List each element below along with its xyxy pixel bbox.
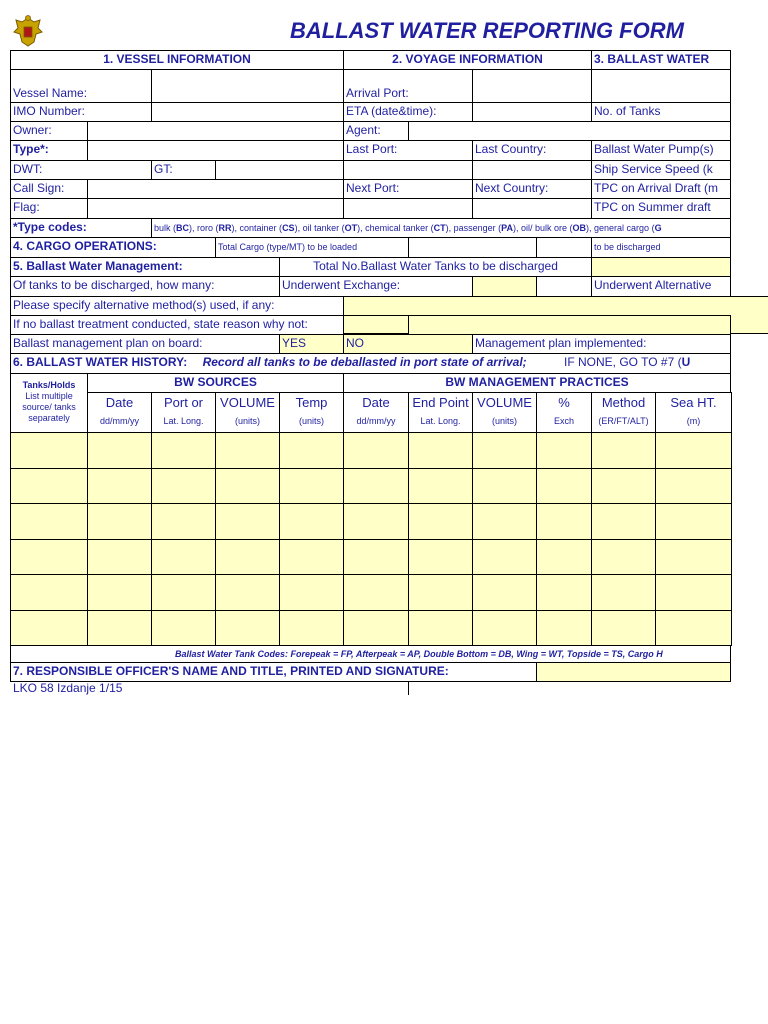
column-header-title: % — [558, 395, 570, 410]
cargo-loaded-field[interactable] — [408, 237, 537, 258]
next-port-field[interactable] — [343, 198, 473, 219]
history-data-cell[interactable] — [408, 539, 473, 575]
history-data-cell[interactable] — [591, 539, 656, 575]
call-sign-field[interactable] — [87, 179, 344, 199]
tank-id-cell[interactable] — [10, 432, 88, 469]
column-header-unit: dd/mm/yy — [356, 416, 396, 426]
history-data-cell[interactable] — [591, 574, 656, 611]
history-data-cell[interactable] — [472, 539, 537, 575]
column-header-unit: Lat. Long. — [163, 416, 204, 426]
history-data-cell[interactable] — [591, 432, 656, 469]
flag-label: Flag: — [10, 198, 88, 219]
column-header — [279, 392, 344, 433]
total-tanks-field[interactable] — [591, 257, 731, 277]
column-header-unit: (ER/FT/ALT) — [598, 416, 649, 426]
speed-label: Ship Service Speed (k — [591, 160, 731, 180]
bwm-label: 5. Ballast Water Management: — [10, 257, 280, 277]
history-data-cell[interactable] — [343, 432, 409, 469]
owner-field[interactable] — [87, 121, 344, 141]
underwent-exchange-field[interactable] — [472, 276, 537, 297]
tanks-holds-sub2: source/ tanks — [22, 402, 76, 412]
column-header-title: VOLUME — [477, 395, 532, 410]
type-codes-label: *Type codes: — [10, 218, 152, 238]
last-port-field[interactable] — [343, 160, 473, 180]
history-data-cell[interactable] — [87, 503, 152, 540]
history-data-cell[interactable] — [472, 574, 537, 611]
history-if-none-bold: U — [681, 355, 691, 369]
tanks-holds-sub1: List multiple — [25, 391, 73, 401]
tank-id-cell[interactable] — [10, 574, 88, 611]
tanks-holds-sub3: separately — [28, 413, 70, 423]
column-header-unit: (units) — [234, 416, 260, 426]
imo-label: IMO Number: — [10, 102, 152, 122]
cargo-discharged-label: to be discharged — [591, 237, 731, 258]
history-data-cell[interactable] — [408, 432, 473, 469]
history-data-cell[interactable] — [655, 574, 732, 611]
next-country-label: Next Country: — [472, 179, 592, 199]
no-treatment-field[interactable] — [408, 315, 731, 335]
ballast-blank-cell[interactable] — [591, 69, 731, 103]
underwent-alt-label: Underwent Alternative — [591, 276, 731, 297]
plan-no-option[interactable]: NO — [343, 334, 473, 354]
column-header-title: Port or — [163, 395, 203, 410]
vessel-name-label: Vessel Name: — [10, 69, 152, 103]
column-header-title: Temp — [295, 395, 328, 410]
plan-implemented-label: Management plan implemented: — [472, 334, 731, 354]
history-data-cell[interactable] — [655, 539, 732, 575]
gt-field[interactable] — [215, 160, 344, 180]
column-header — [87, 392, 152, 433]
section-vessel-header: 1. VESSEL INFORMATION — [10, 50, 344, 70]
cargo-loaded-label: Total Cargo (type/MT) to be loaded — [215, 237, 409, 258]
arrival-port-label: Arrival Port: — [343, 69, 473, 103]
column-header-unit: (units) — [298, 416, 324, 426]
no-treatment-label: If no ballast treatment conducted, state reason why not: — [10, 315, 409, 335]
type-codes-list: bulk (BC), roro (RR), container (CS), oil tanker (OT), chemical tanker (CT), passenger (PA), oil/ bulk ore (OB), general cargo (G — [151, 218, 731, 238]
column-header — [151, 392, 216, 433]
history-data-cell[interactable] — [408, 574, 473, 611]
history-header-row — [10, 353, 731, 374]
of-tanks-label: Of tanks to be discharged, how many: — [10, 276, 280, 297]
form-title: BALLAST WATER REPORTING FORM — [290, 18, 684, 43]
vessel-name-field[interactable] — [151, 69, 344, 103]
history-data-cell[interactable] — [536, 503, 592, 540]
column-header-unit: (units) — [491, 416, 517, 426]
tanks-holds-title: Tanks/Holds — [22, 380, 76, 390]
history-label: 6. BALLAST WATER HISTORY: — [13, 355, 188, 369]
tank-id-cell[interactable] — [10, 503, 88, 540]
officer-label: 7. RESPONSIBLE OFFICER'S NAME AND TITLE, PRINTED AND SIGNATURE: — [10, 662, 537, 682]
dwt-label: DWT: — [10, 160, 152, 180]
agent-label: Agent: — [343, 121, 409, 141]
total-tanks-label: Total No.Ballast Water Tanks to be discharged — [279, 257, 592, 277]
column-header-unit: Exch — [553, 416, 574, 426]
tanks-holds-header — [10, 373, 88, 433]
history-data-cell[interactable] — [151, 539, 216, 575]
column-header-title: Date — [105, 395, 134, 410]
history-data-cell[interactable] — [536, 432, 592, 469]
officer-divider — [408, 681, 409, 695]
history-data-cell[interactable] — [151, 610, 216, 646]
history-data-cell[interactable] — [215, 468, 280, 504]
column-header-unit: dd/mm/yy — [99, 416, 139, 426]
call-sign-label: Call Sign: — [10, 179, 88, 199]
history-data-cell[interactable] — [472, 610, 537, 646]
next-country-field[interactable] — [472, 198, 592, 219]
history-if-none: IF NONE, GO TO #7 ( — [564, 355, 682, 369]
next-port-label: Next Port: — [343, 179, 473, 199]
history-data-cell[interactable] — [151, 432, 216, 469]
eta-field[interactable] — [472, 102, 592, 122]
history-data-cell[interactable] — [87, 539, 152, 575]
history-data-cell[interactable] — [87, 468, 152, 504]
tank-codes-note: Ballast Water Tank Codes: Forepeak = FP, Afterpeak = AP, Double Bottom = DB, Wing = WT, Topside = TS, Cargo H — [10, 645, 731, 663]
history-data-cell[interactable] — [87, 432, 152, 469]
history-data-cell[interactable] — [87, 610, 152, 646]
column-header-unit: (m) — [686, 416, 701, 426]
pump-label: Ballast Water Pump(s) — [591, 140, 731, 161]
column-header-unit: Lat. Long. — [420, 416, 461, 426]
history-data-cell[interactable] — [591, 610, 656, 646]
bw-practices-header: BW MANAGEMENT PRACTICES — [343, 373, 731, 393]
history-data-cell[interactable] — [279, 539, 344, 575]
history-data-cell[interactable] — [536, 574, 592, 611]
agent-field[interactable] — [408, 121, 731, 141]
last-country-label: Last Country: — [472, 140, 592, 161]
history-data-cell[interactable] — [472, 432, 537, 469]
history-data-cell[interactable] — [215, 610, 280, 646]
history-data-cell[interactable] — [536, 539, 592, 575]
column-header-title: VOLUME — [220, 395, 275, 410]
column-header — [655, 392, 732, 433]
eta-label: ETA (date&time): — [343, 102, 473, 122]
column-header-title: Method — [601, 395, 646, 410]
history-data-cell[interactable] — [87, 574, 152, 611]
plan-on-board-label: Ballast management plan on board: — [10, 334, 280, 354]
history-data-cell[interactable] — [343, 539, 409, 575]
column-header — [215, 392, 280, 433]
history-data-cell[interactable] — [151, 503, 216, 540]
history-data-cell[interactable] — [279, 468, 344, 504]
history-data-cell[interactable] — [655, 432, 732, 469]
history-data-cell[interactable] — [215, 574, 280, 611]
column-header — [591, 392, 656, 433]
cargo-operations-label: 4. CARGO OPERATIONS: — [10, 237, 216, 258]
history-data-cell[interactable] — [343, 468, 409, 504]
history-data-cell[interactable] — [591, 503, 656, 540]
history-data-cell[interactable] — [408, 503, 473, 540]
officer-signature-field[interactable] — [536, 662, 731, 682]
column-header-title: Sea HT. — [670, 395, 717, 410]
history-data-cell[interactable] — [215, 539, 280, 575]
plan-yes-option[interactable]: YES — [279, 334, 344, 354]
tpc-summer-label: TPC on Summer draft — [591, 198, 731, 219]
history-record-note: Record all tanks to be deballasted in port state of arrival; — [202, 355, 527, 369]
gt-label: GT: — [151, 160, 216, 180]
history-data-cell[interactable] — [279, 503, 344, 540]
tank-id-cell[interactable] — [10, 610, 88, 646]
column-header-title: End Point — [412, 395, 469, 410]
history-data-cell[interactable] — [655, 503, 732, 540]
history-data-cell[interactable] — [472, 468, 537, 504]
history-data-cell[interactable] — [655, 610, 732, 646]
history-data-cell[interactable] — [343, 503, 409, 540]
last-port-label: Last Port: — [343, 140, 473, 161]
history-data-cell[interactable] — [343, 574, 409, 611]
column-header — [536, 392, 592, 433]
history-data-cell[interactable] — [215, 432, 280, 469]
history-data-cell[interactable] — [343, 610, 409, 646]
tpc-arrival-label: TPC on Arrival Draft (m — [591, 179, 731, 199]
section-ballast-header: 3. BALLAST WATER — [591, 50, 731, 70]
tank-id-cell[interactable] — [10, 468, 88, 504]
arrival-port-field[interactable] — [472, 69, 592, 103]
history-data-cell[interactable] — [215, 503, 280, 540]
history-data-cell[interactable] — [536, 468, 592, 504]
type-label: Type*: — [10, 140, 88, 161]
column-header — [343, 392, 409, 433]
last-country-field[interactable] — [472, 160, 592, 180]
history-data-cell[interactable] — [151, 468, 216, 504]
history-data-cell[interactable] — [151, 574, 216, 611]
history-data-cell[interactable] — [536, 610, 592, 646]
history-data-cell[interactable] — [472, 503, 537, 540]
owner-label: Owner: — [10, 121, 88, 141]
flag-field[interactable] — [87, 198, 344, 219]
history-data-cell[interactable] — [279, 432, 344, 469]
history-data-cell[interactable] — [408, 468, 473, 504]
column-header — [408, 392, 473, 433]
history-data-cell[interactable] — [591, 468, 656, 504]
bw-sources-header: BW SOURCES — [87, 373, 344, 393]
column-header — [472, 392, 537, 433]
form-footer: LKO 58 Izdanje 1/15 — [13, 681, 123, 695]
history-data-cell[interactable] — [279, 610, 344, 646]
coat-of-arms-icon — [12, 14, 44, 48]
type-field[interactable] — [87, 140, 344, 161]
imo-field[interactable] — [151, 102, 344, 122]
underwent-exchange-label: Underwent Exchange: — [279, 276, 473, 297]
cargo-blank-cell[interactable] — [536, 237, 592, 258]
tanks-label: No. of Tanks — [591, 102, 731, 122]
exchange-blank-cell[interactable] — [536, 276, 592, 297]
history-data-cell[interactable] — [655, 468, 732, 504]
section-voyage-header: 2. VOYAGE INFORMATION — [343, 50, 592, 70]
column-header-title: Date — [362, 395, 390, 410]
history-data-cell[interactable] — [408, 610, 473, 646]
alt-method-label: Please specify alternative method(s) used, if any: — [10, 296, 344, 316]
tank-id-cell[interactable] — [10, 539, 88, 575]
history-data-cell[interactable] — [279, 574, 344, 611]
